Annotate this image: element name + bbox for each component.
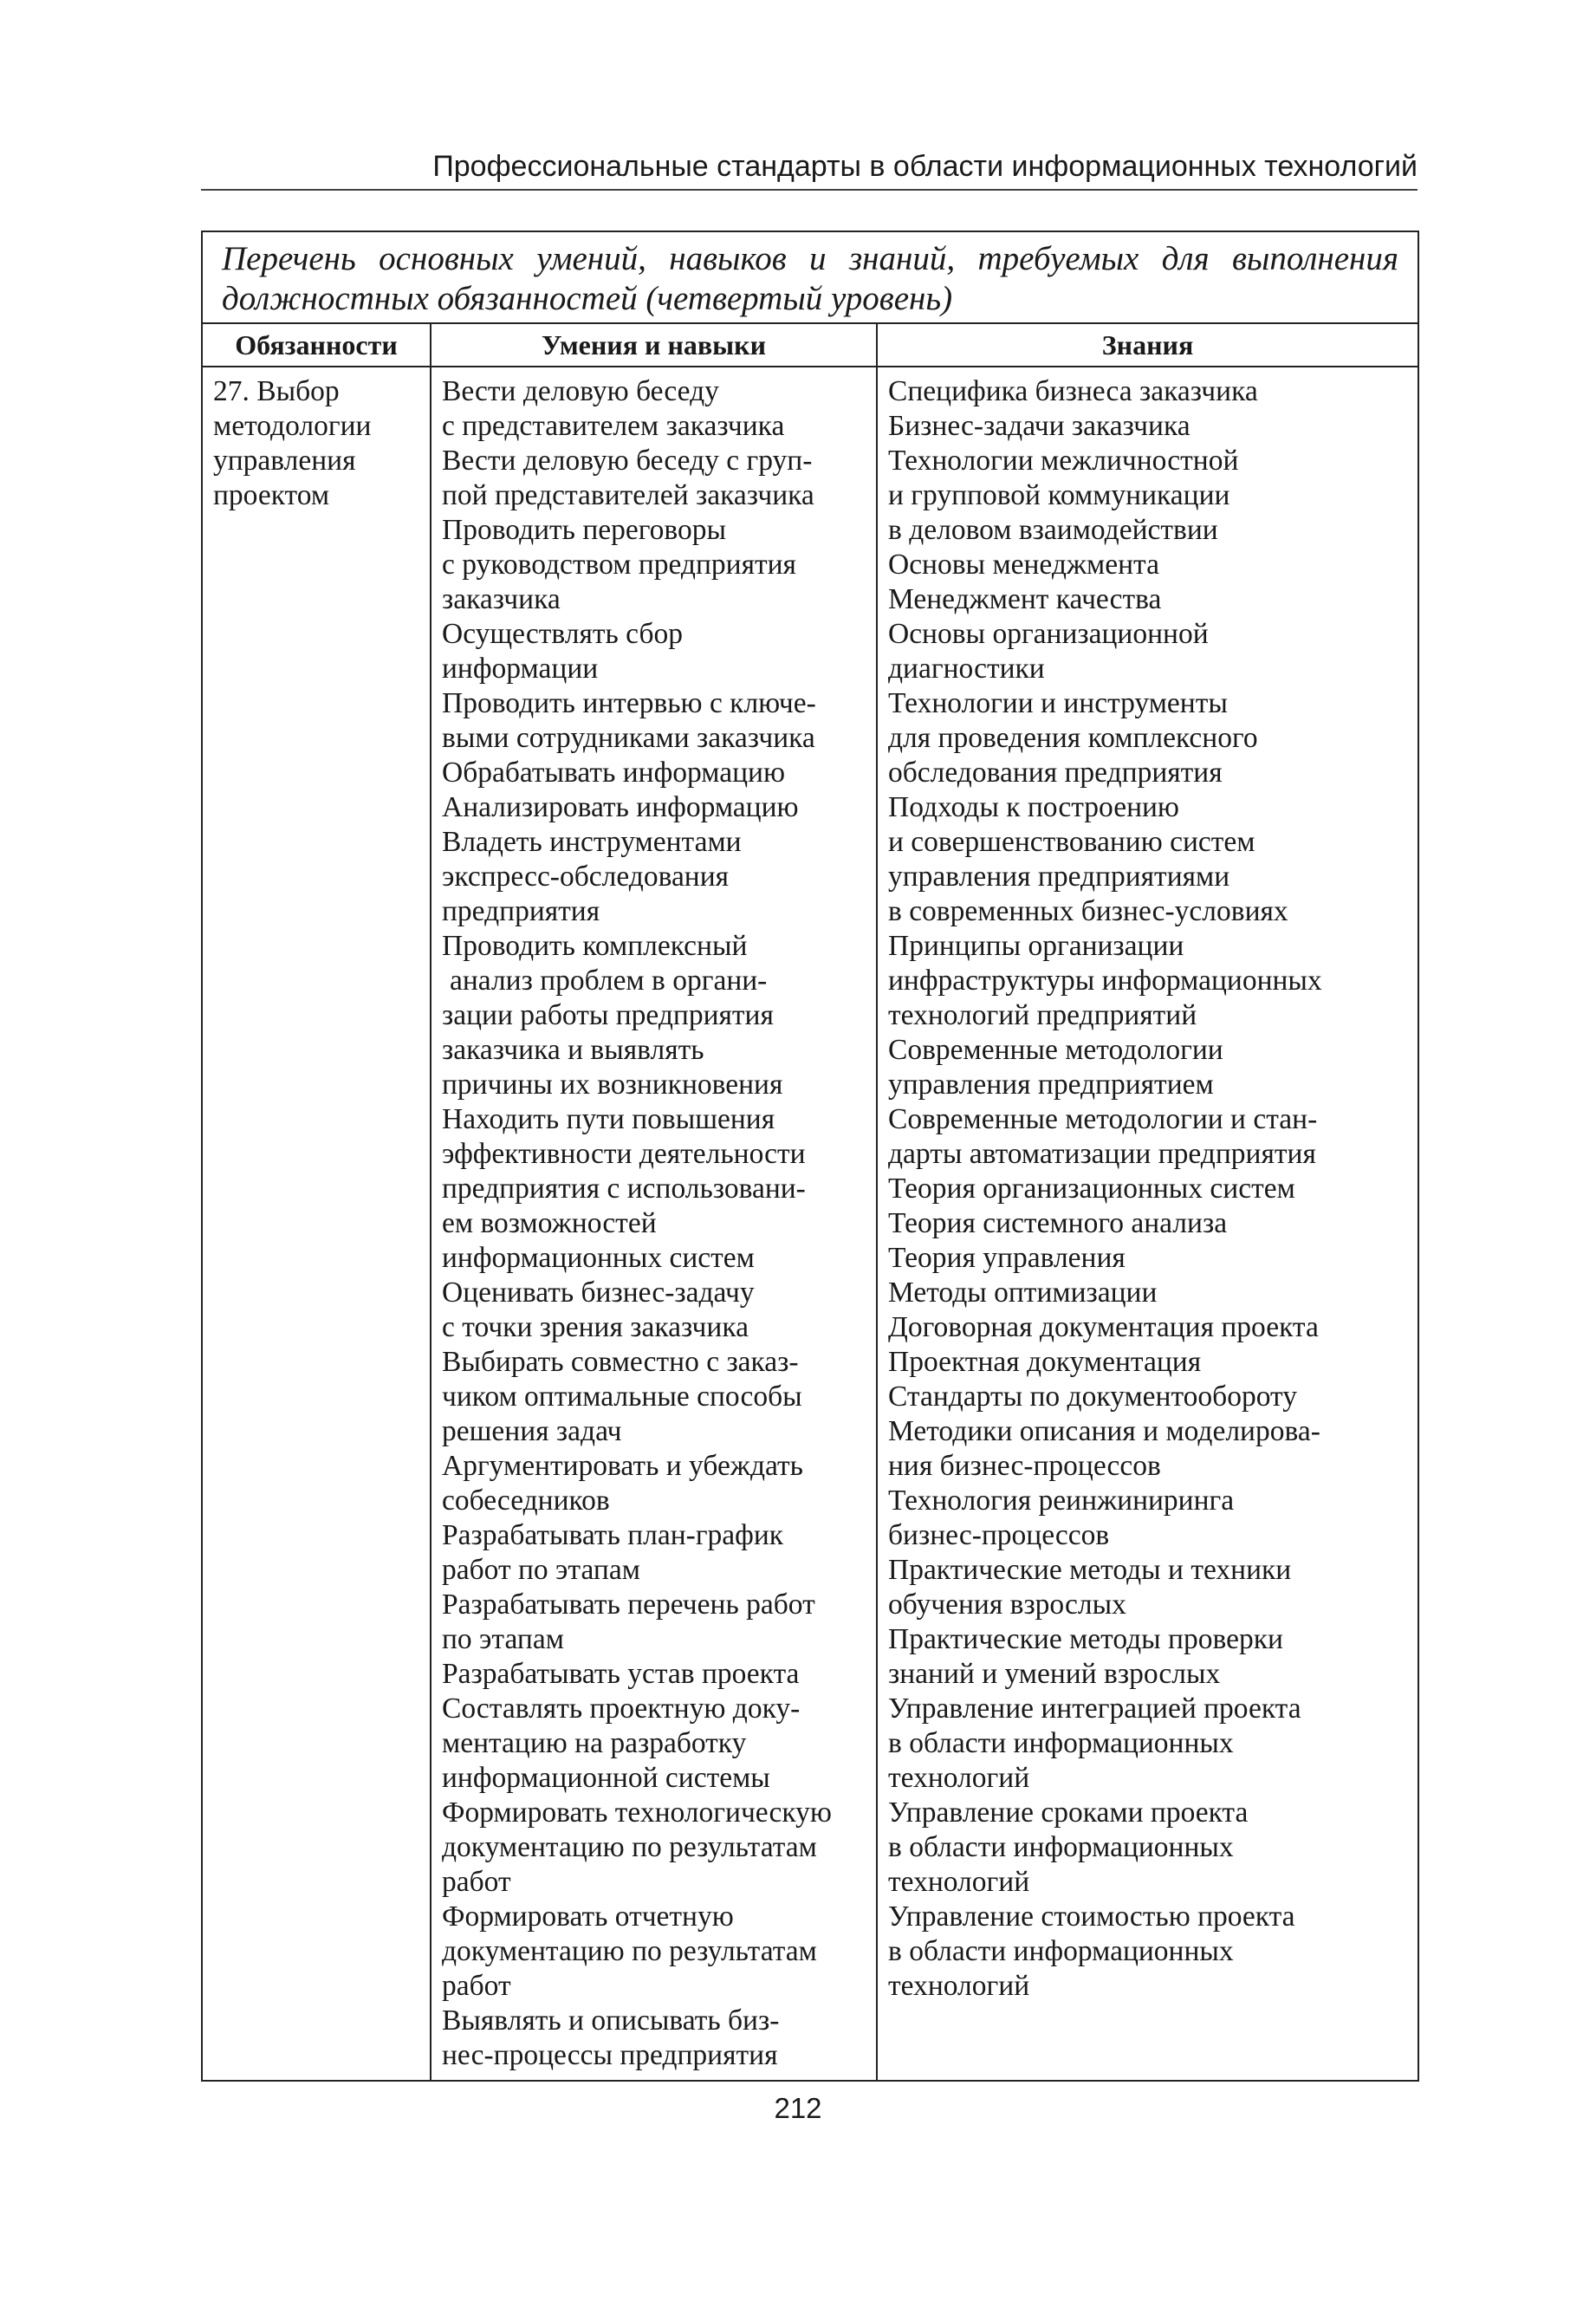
page-number: 212 — [774, 2092, 822, 2124]
skill-line: эффективности деятельности — [442, 1138, 806, 1170]
knowledge-line: технологий — [888, 1970, 1030, 2002]
knowledge-line: для проведения комплексного — [888, 722, 1258, 754]
knowledge-line: Теория организационных систем — [888, 1173, 1295, 1205]
knowledge-line: Теория системного анализа — [888, 1207, 1228, 1239]
table-caption: Перечень основных умений, навыков и знаний, требуемых для выполнения должностных обязанностей (четвертый уровень) — [202, 231, 1418, 323]
knowledge-line: в области информационных — [888, 1727, 1234, 1759]
duty-cell — [202, 367, 431, 2081]
skill-line: информационной системы — [442, 1762, 770, 1794]
knowledge-line: технологий — [888, 1866, 1030, 1898]
skill-line: Находить пути повышения — [442, 1103, 775, 1135]
knowledge-line: Специфика бизнеса заказчика — [888, 375, 1258, 407]
knowledge-line: технологий — [888, 1762, 1030, 1794]
knowledge-line: и групповой коммуникации — [888, 479, 1230, 511]
knowledge-line: в деловом взаимодействии — [888, 514, 1218, 546]
skill-line: заказчика и выявлять — [442, 1034, 704, 1066]
skill-line: Анализировать информацию — [442, 791, 799, 823]
skill-line: с представителем заказчика — [442, 410, 785, 442]
skill-line: чиком оптимальные способы — [442, 1381, 802, 1413]
knowledge-line: Технологии межличностной — [888, 445, 1239, 477]
skill-line: пой представителей заказчика — [442, 479, 814, 511]
skill-line: информации — [442, 653, 599, 685]
skill-line: Формировать отчетную — [442, 1900, 734, 1933]
knowledge-line: Методики описания и моделирова- — [888, 1415, 1320, 1447]
skill-line: Разрабатывать план-график — [442, 1519, 784, 1551]
skill-line: предприятия с использовани- — [442, 1173, 806, 1205]
knowledge-line: обследования предприятия — [888, 757, 1223, 789]
knowledge-line: обучения взрослых — [888, 1589, 1126, 1621]
skill-line: работ — [442, 1970, 511, 2002]
skill-line: Выбирать совместно с заказ- — [442, 1346, 799, 1378]
skill-line: с точки зрения заказчика — [442, 1311, 749, 1343]
knowledge-line: диагностики — [888, 653, 1045, 685]
knowledge-line: Бизнес-задачи заказчика — [888, 410, 1191, 442]
knowledge-line: бизнес-процессов — [888, 1519, 1110, 1551]
knowledge-line: Технология реинжиниринга — [888, 1485, 1235, 1517]
header-duties: Обязанности — [202, 323, 431, 367]
skill-line: Разрабатывать перечень работ — [442, 1589, 815, 1621]
knowledge-line: в области информационных — [888, 1935, 1234, 1967]
skill-line: документацию по результатам — [442, 1935, 817, 1967]
header-rule — [201, 189, 1418, 191]
knowledge-line: Стандарты по документообороту — [888, 1381, 1297, 1413]
knowledge-line: Практические методы и техники — [888, 1554, 1292, 1586]
duty-line: управления — [213, 445, 356, 477]
skills-cell — [431, 367, 877, 2081]
knowledge-line: Управление сроками проекта — [888, 1796, 1249, 1829]
skill-line: ментацию на разработку — [442, 1727, 747, 1759]
knowledge-line: Договорная документация проекта — [888, 1311, 1319, 1343]
skill-line: Вести деловую беседу с груп- — [442, 445, 813, 477]
header-knowledge: Знания — [877, 323, 1418, 367]
table-caption-row — [202, 231, 1418, 323]
skill-line: заказчика — [442, 583, 561, 615]
duty-line: 27. Выбор — [213, 375, 340, 407]
skill-line: экспресс-обследования — [442, 861, 730, 893]
skill-line: решения задач — [442, 1415, 622, 1447]
skill-line: ем возможностей — [442, 1207, 657, 1239]
knowledge-line: Современные методологии и стан- — [888, 1103, 1318, 1135]
knowledge-line: Основы менеджмента — [888, 549, 1159, 581]
knowledge-line: управления предприятием — [888, 1069, 1214, 1101]
skill-line: Оценивать бизнес-задачу — [442, 1277, 755, 1309]
skill-line: Разрабатывать устав проекта — [442, 1658, 800, 1690]
skill-line: Выявлять и описывать биз- — [442, 2004, 780, 2037]
skill-line: информационных систем — [442, 1242, 755, 1274]
skill-line: работ — [442, 1866, 511, 1898]
knowledge-line: управления предприятиями — [888, 861, 1230, 893]
header-skills: Умения и навыки — [431, 323, 877, 367]
skill-line: Составлять проектную доку- — [442, 1693, 801, 1725]
duty-line: проектом — [213, 479, 330, 511]
skill-line: зации работы предприятия — [442, 999, 774, 1031]
knowledge-line: Управление интеграцией проекта — [888, 1693, 1301, 1725]
skill-line: Проводить переговоры — [442, 514, 726, 546]
skill-line: с руководством предприятия — [442, 549, 796, 581]
skill-line: Проводить комплексный — [442, 930, 748, 962]
knowledge-line: дарты автоматизации предприятия — [888, 1138, 1316, 1170]
knowledge-cell — [877, 367, 1418, 2081]
skill-line: по этапам — [442, 1623, 564, 1655]
running-head: Профессиональные стандарты в области информационных технологий — [432, 150, 1418, 183]
knowledge-line: Управление стоимостью проекта — [888, 1900, 1295, 1933]
skill-line: Владеть инструментами — [442, 826, 742, 858]
knowledge-line: Принципы организации — [888, 930, 1184, 962]
skill-line: работ по этапам — [442, 1554, 640, 1586]
knowledge-line: инфраструктуры информационных — [888, 965, 1322, 997]
skill-line: нес-процессы предприятия — [442, 2039, 778, 2071]
table-row — [202, 367, 1418, 2081]
knowledge-line: Современные методологии — [888, 1034, 1223, 1066]
duties-table — [201, 231, 1419, 2082]
knowledge-line: Подходы к построению — [888, 791, 1179, 823]
knowledge-line: и совершенствованию систем — [888, 826, 1255, 858]
knowledge-line: Технологии и инструменты — [888, 687, 1228, 719]
skill-line: причины их возникновения — [442, 1069, 783, 1101]
knowledge-line: Практические методы проверки — [888, 1623, 1283, 1655]
knowledge-line: Менеджмент качества — [888, 583, 1162, 615]
knowledge-line: технологий предприятий — [888, 999, 1197, 1031]
skill-line: собеседников — [442, 1485, 610, 1517]
skill-line: Формировать технологическую — [442, 1796, 832, 1829]
knowledge-line: в современных бизнес-условиях — [888, 895, 1288, 927]
knowledge-line: Методы оптимизации — [888, 1277, 1158, 1309]
table-header-row — [202, 323, 1418, 367]
skill-line: анализ проблем в органи- — [450, 965, 768, 997]
skill-line: Аргументировать и убеждать — [442, 1450, 803, 1482]
duty-line: методологии — [213, 410, 372, 442]
knowledge-line: Проектная документация — [888, 1346, 1202, 1378]
skill-line: Вести деловую беседу — [442, 375, 719, 407]
knowledge-line: в области информационных — [888, 1831, 1234, 1863]
knowledge-line: знаний и умений взрослых — [888, 1658, 1221, 1690]
skill-line: Осуществлять сбор — [442, 618, 683, 650]
knowledge-line: Теория управления — [888, 1242, 1126, 1274]
knowledge-line: Основы организационной — [888, 618, 1209, 650]
knowledge-line: ния бизнес-процессов — [888, 1450, 1161, 1482]
skill-line: предприятия — [442, 895, 600, 927]
skill-line: выми сотрудниками заказчика — [442, 722, 815, 754]
skill-line: Проводить интервью с ключе- — [442, 687, 816, 719]
skill-line: Обрабатывать информацию — [442, 757, 785, 789]
skill-line: документацию по результатам — [442, 1831, 817, 1863]
